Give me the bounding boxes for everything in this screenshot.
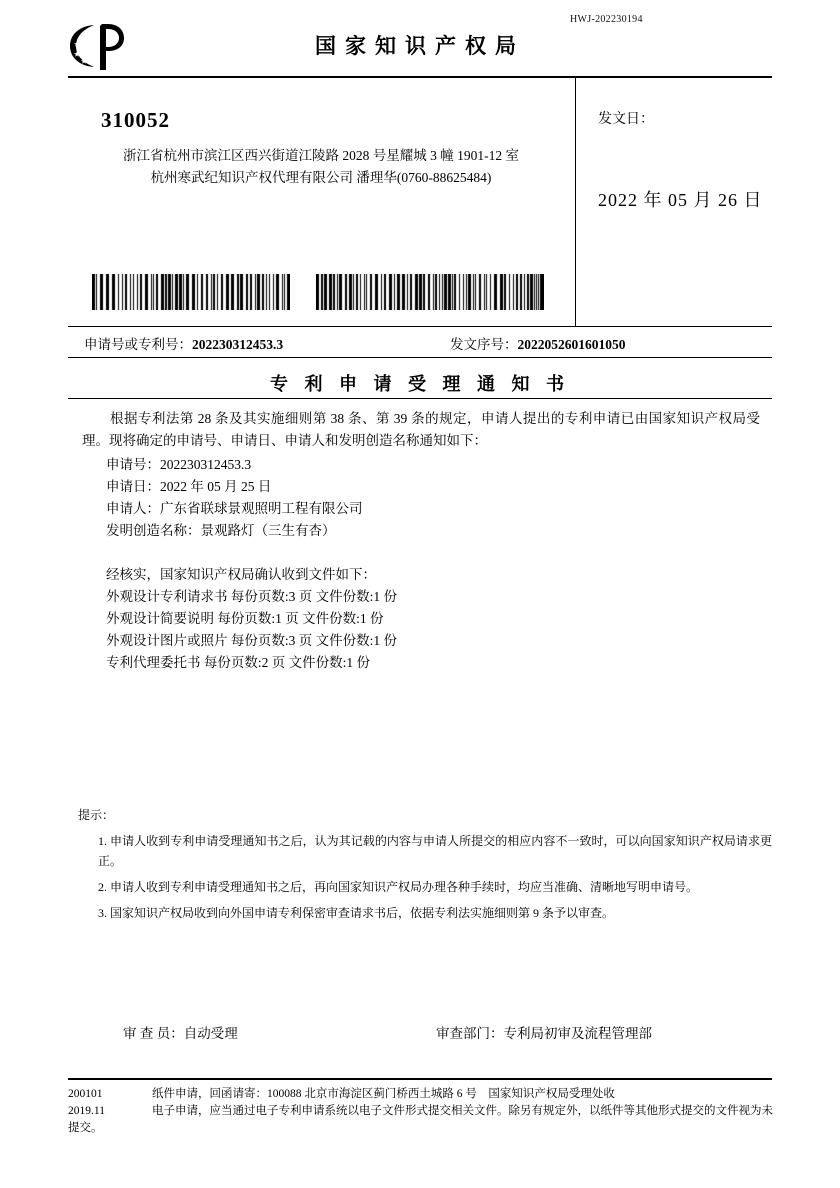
recipient-block [68,78,772,326]
address-line-2: 杭州寒武纪知识产权代理有限公司 潘理华(0760-88625484) [150,170,492,185]
application-number-value: 202230312453.3 [192,337,284,352]
barcode-dispatch-number [316,274,544,310]
address-line-1: 浙江省杭州市滨江区西兴街道江陵路 2028 号星耀城 3 幢 1901-12 室 [123,148,519,163]
note-item: 3. 国家知识产权局收到向外国申请专利保密审查请求书后，依据专利法实施细则第 9 条予以审查。 [98,906,615,920]
footer-code: 200101 [68,1088,103,1100]
document-item: 外观设计简要说明 每份页数:1 页 文件份数:1 份 [106,611,384,626]
document-footer [68,1086,778,1137]
footer-text: 电子申请，应当通过电子专利申请系统以电子文件形式提交相关文件。除另有规定外，以纸件等其他形式提交的文件视为未提交。 [68,1105,773,1134]
number-row [68,326,772,356]
documents-intro: 经核实，国家知识产权局确认收到文件如下： [106,567,376,582]
dispatch-date-label: 发文日： [598,112,654,127]
document-body [68,408,772,674]
field-applicant: 申请人：广东省联球景观照明工程有限公司 [106,501,363,516]
dispatch-number-value: 2022052601601050 [517,337,626,352]
dispatch-date-value: 2022 年 05 月 26 日 [598,190,763,210]
dispatch-number-label: 发文序号： [450,337,518,352]
examiner-label: 审 查 员： [123,1026,184,1041]
top-reference-code: HWJ-202230194 [570,14,643,25]
intro-paragraph: 根据专利法第 28 条及其实施细则第 38 条、第 39 条的规定，申请人提出的专利申请已由国家知识产权局受理。现将确定的申请号、申请日、申请人和发明创造名称通知如下： [82,411,760,448]
field-list [68,454,772,542]
dispatch-number [450,333,626,353]
department-label: 审查部门： [436,1026,504,1041]
barcode-application-number [92,274,290,310]
document-item: 专利代理委托书 每份页数:2 页 文件份数:1 份 [106,655,371,670]
number-row-divider [68,357,772,358]
field-invention-title: 发明创造名称：景观路灯（三生有杏） [106,523,336,538]
note-item: 2. 申请人收到专利申请受理通知书之后，再向国家知识产权局办理各种手续时，均应当准确、清晰地写明申请号。 [98,880,699,894]
application-number-label: 申请号或专利号： [84,337,192,352]
department-field [436,1022,652,1042]
document-item: 外观设计专利请求书 每份页数:3 页 文件份数:1 份 [106,589,398,604]
footer-divider [68,1078,772,1080]
received-documents [68,564,772,674]
notes-section [68,805,772,923]
footer-row [68,1086,778,1103]
notice-title: 专 利 申 请 受 理 通 知 书 [270,374,570,394]
application-number [84,333,283,353]
postal-code: 310052 [101,108,170,132]
vertical-divider [575,78,576,326]
page-title: 国家知识产权局 [315,34,525,58]
field-application-number: 申请号：202230312453.3 [106,457,252,472]
department-value: 专利局初审及流程管理部 [503,1026,652,1041]
notes-title: 提示： [78,808,115,822]
footer-row [68,1103,778,1137]
note-item: 1. 申请人收到专利申请受理通知书之后，认为其记载的内容与申请人所提交的相应内容不一致时，可以向国家知识产权局请求更正。 [98,834,772,868]
document-header [68,22,772,74]
field-application-date: 申请日：2022 年 05 月 25 日 [106,479,272,494]
document-item: 外观设计图片或照片 每份页数:3 页 文件份数:1 份 [106,633,398,648]
footer-code: 2019.11 [68,1105,105,1117]
examiner-value: 自动受理 [183,1026,238,1041]
examiner-field [123,1022,238,1042]
footer-text: 纸件申请，回函请寄：100088 北京市海淀区蓟门桥西土城路 6 号 国家知识产权局受理处收 [152,1088,615,1100]
title-divider [68,398,772,399]
